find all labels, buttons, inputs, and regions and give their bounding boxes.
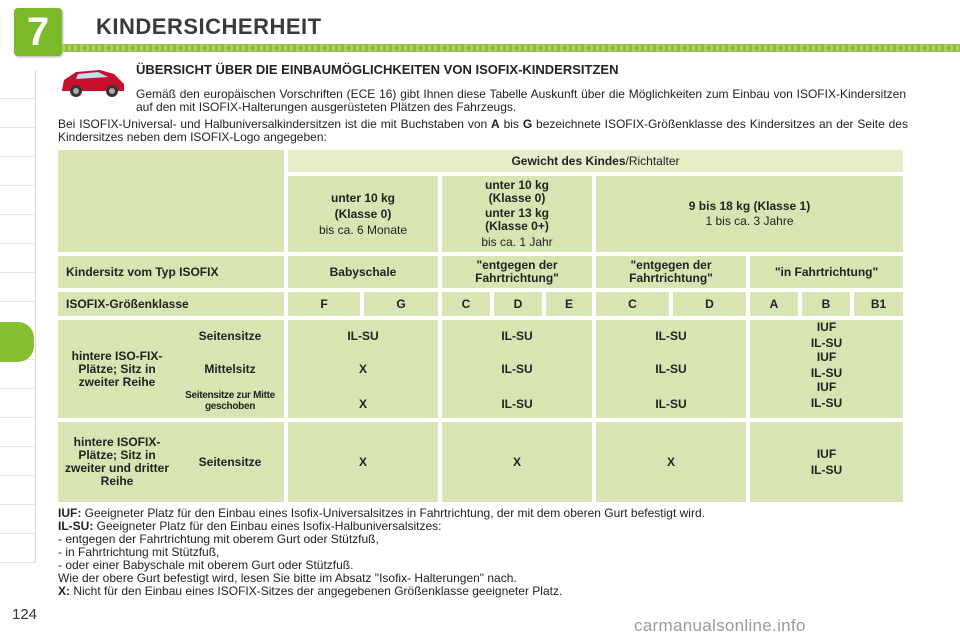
legend-note: Wie der obere Gurt befestigt wird, lesen Sie bitte im Absatz "Isofix- Halterungen" nach. [58,571,517,585]
legend-iuf: IUF: Geeigneter Platz für den Einbau eines Isofix-Universalsitzes in Fahrtrichtung, der mit dem oberen Gurt befestigt wird. [58,506,705,520]
legend-x: X: Nicht für den Einbau eines ISOFIX-Sitzes der angegebenen Größenklasse geeigneter Platz. [58,584,563,598]
size-value: D [673,292,746,316]
row-group-1-col-4: IUF IL-SU IUF IL-SU IUF IL-SU [750,320,903,418]
row-group-2-col-4: IUF IL-SU [750,422,903,502]
page-title: KINDERSICHERHEIT [96,14,322,39]
size-value: F [288,292,360,316]
side-tab[interactable] [0,360,36,389]
type-label: Kindersitz vom Typ ISOFIX [58,256,284,288]
weight-col-1: unter 10 kg (Klasse 0) bis ca. 6 Monate [288,176,438,252]
type-value: "entgegen der Fahrtrichtung" [596,256,746,288]
weight-col-2: unter 10 kg (Klasse 0) unter 13 kg (Klasse 0+) bis ca. 1 Jahr [442,176,592,252]
size-value: A [750,292,798,316]
row-group-2-label: hintere ISOFIX-Plätze; Sitz in zweiter und dritter Reihe [58,422,176,502]
size-value: E [546,292,592,316]
type-value: "in Fahrtrichtung" [750,256,903,288]
type-value: Babyschale [288,256,438,288]
intro-text: Gemäß den europäischen Vorschriften (ECE 16) gibt Ihnen diese Tabelle Auskunft über die Möglichkeiten zum Einbau von ISOFIX-Kindersitzen auf den mit ISOFIX-Halterungen ausgerüsteten Plätzen des Fahrzeugs. [136,87,906,114]
section-title: ÜBERSICHT ÜBER DIE EINBAUMÖGLICHKEITEN VON ISOFIX-KINDERSITZEN [136,62,619,77]
row-group-1-seats: Seitensitze Mittelsitz Seitensitze zur Mitte geschoben [176,320,284,418]
row-group-2-col-1: X [288,422,438,502]
watermark: carmanualsonline.info [634,616,806,635]
legend-item: - oder einer Babyschale mit oberem Gurt oder Stützfuß. [58,558,354,572]
car-icon [56,64,128,100]
legend [58,507,918,598]
row-group-2-col-3: X [596,422,746,502]
side-tab[interactable] [0,99,36,128]
size-value: C [442,292,490,316]
header-bar [62,44,960,52]
row-group-1-col-3: IL-SU IL-SU IL-SU [596,320,746,418]
size-label: ISOFIX-Größenklasse [58,292,284,316]
size-value: C [596,292,669,316]
side-tab[interactable] [0,505,36,534]
side-tab[interactable] [0,244,36,273]
side-tab[interactable] [0,418,36,447]
side-tab[interactable] [0,186,36,215]
side-tab[interactable] [0,534,36,563]
type-value: "entgegen der Fahrtrichtung" [442,256,592,288]
side-tab[interactable] [0,389,36,418]
weight-header: Gewicht des Kindes/Richtalter [288,150,903,172]
side-tab[interactable] [0,215,36,244]
size-value: B1 [854,292,903,316]
weight-col-3: 9 bis 18 kg (Klasse 1) 1 bis ca. 3 Jahre [596,176,903,252]
row-group-1-col-1: IL-SU X X [288,320,438,418]
page-number: 124 [12,606,38,623]
side-tab[interactable] [0,447,36,476]
side-tab[interactable] [0,128,36,157]
chapter-badge: 7 [14,8,62,56]
row-group-2-seat: Seitensitze [176,422,284,502]
side-tab[interactable] [0,476,36,505]
row-group-1-col-2: IL-SU IL-SU IL-SU [442,320,592,418]
side-tab[interactable] [0,70,36,99]
row-group-1-label: hintere ISO-FIX-Plätze; Sitz in zweiter Reihe [58,320,176,418]
table-corner [58,150,284,252]
side-tabs [0,70,36,563]
legend-item: - entgegen der Fahrtrichtung mit oberem Gurt oder Stützfuß, [58,532,379,546]
side-tab[interactable] [0,273,36,302]
size-value: G [364,292,438,316]
intro-text-2: Bei ISOFIX-Universal- und Halbuniversalkindersitzen ist die mit Buchstaben von A bis G bezeichnete ISOFIX-Größenklasse des Kindersitzes an der Seite des Kindersitzes neben dem ISOFIX-Logo angegeben: [58,117,908,144]
legend-ilsu: IL-SU: Geeigneter Platz für den Einbau eines Isofix-Halbuniversalsitzes: [58,519,442,533]
side-tab[interactable] [0,157,36,186]
legend-item: - in Fahrtrichtung mit Stützfuß, [58,545,220,559]
size-value: B [802,292,850,316]
side-tab-active[interactable] [0,322,34,362]
size-value: D [494,292,542,316]
row-group-2-col-2: X [442,422,592,502]
